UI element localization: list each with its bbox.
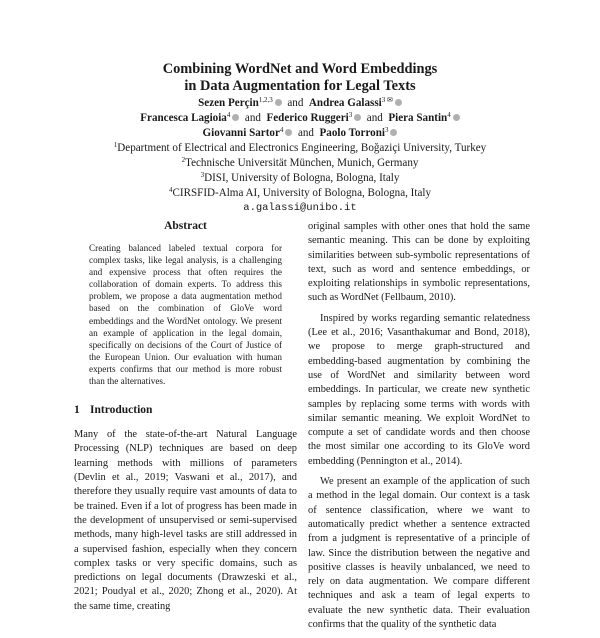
- section-number: 1: [74, 404, 80, 417]
- section-title: Introduction: [90, 404, 153, 417]
- author-sup: 4: [226, 111, 231, 119]
- paper-title: [0, 61, 600, 95]
- author-line-2: [0, 111, 600, 126]
- author-sup: 3: [348, 111, 353, 119]
- intro-paragraph-1: Many of the state-of-the-art Natural Language Processing (NLP) techniques are based on deep learning methods with millions of parameters (Devlin et al., 2019; Vaswani et al., 2017), and therefore they usually require vast amounts of data to be trained. Even if a lot of progress has been made in the development of unsupervised or semi-supervised methods, many high-level tasks are still addressed in a supervised fashion, especially when they concern complex tasks or very specific domains, such as predictions on legal documents (Drawzeski et al., 2021; Poudyal et al., 2020; Zhong et al., 2020). At the same time, creating: [74, 429, 297, 612]
- and-word: and: [287, 97, 304, 109]
- author-line-3: [0, 126, 600, 141]
- author-sup: 1,2,3: [258, 96, 273, 104]
- author-name: Francesca Lagioia: [140, 112, 227, 124]
- affiliation-3: $^3$DISI, University of Bologna, Bologna, Italy: [200, 171, 400, 184]
- and-word: and: [366, 112, 383, 124]
- author-line-1: [0, 96, 600, 111]
- affiliation-2: $^2$Technische Universität München, Munich, Germany: [181, 156, 419, 169]
- section-heading-introduction: [74, 404, 297, 416]
- right-paragraph-1: Inspired by works regarding semantic relatedness (Lee et al., 2016; Vasanthakumar and Bond, 2018), we propose to merge graph-structured and embedding-based augmentation by combining the use of WordNet and similarity between word embeddings. In particular, we create new synthetic samples by replacing some terms with words with similar semantic meaning. We exploit WordNet to compute a set of candidate words and then choose the most similar one according to its GloVe word embedding (Pennington et al., 2014).: [308, 312, 530, 467]
- abstract-text: Creating balanced labeled textual corpora for complex tasks, like legal analysis, is a challenging and expensive process that often requires the collaboration of domain experts. To address this problem, we propose a data augmentation method based on the combination of GloVe word embeddings and the WordNet ontology. We present an example of application in the legal domain, specifically on decisions of the Court of Justice of the European Union. Our evaluation with human experts confirms that our method is more robust than the alternatives.: [89, 243, 282, 387]
- contact-email[interactable]: a.galassi@unibo.it: [243, 202, 357, 214]
- orcid-icon[interactable]: [390, 129, 397, 136]
- orcid-icon[interactable]: [275, 99, 282, 106]
- right-paragraph-2: We present an example of the application of such a method in the legal domain. Our context is a task of sentence classification, where we want to automatically predict whether a sentence extracted from a judgment is representative of a principle of law. Since the distribution between the negative and positive classes is heavily unbalanced, we need to rely on data augmentation. We compare different techniques and ask a team of legal experts to evaluate the new synthetic data. Their evaluation confirms that the quality of the synthetic data: [308, 476, 530, 631]
- title-line-1: Combining WordNet and Word Embeddings: [162, 61, 438, 77]
- author-name: Giovanni Sartor: [202, 127, 280, 139]
- orcid-icon[interactable]: [285, 129, 292, 136]
- left-column: [74, 220, 297, 614]
- title-line-2: in Data Augmentation for Legal Texts: [184, 78, 416, 94]
- orcid-icon[interactable]: [354, 114, 361, 121]
- and-word: and: [297, 127, 314, 139]
- author-sup: 4: [447, 111, 451, 119]
- orcid-icon[interactable]: [395, 99, 402, 106]
- and-word: and: [244, 112, 261, 124]
- author-name: Sezen Perçin: [198, 97, 259, 109]
- right-paragraph-0: original samples with other ones that hold the same semantic meaning. This can be done by exploiting similarities between sub-symbolic representations of text, such as word and sentence embeddings, or exploiting relationships in symbolic representations, such as WordNet (Fellbaum, 2010).: [308, 221, 530, 304]
- orcid-icon[interactable]: [232, 114, 239, 121]
- author-sup: 4: [279, 126, 284, 134]
- author-name: Andrea Galassi: [308, 97, 382, 109]
- orcid-icon[interactable]: [453, 114, 460, 121]
- right-column: [308, 220, 530, 638]
- author-name: Paolo Torroni: [319, 127, 385, 139]
- author-name: Federico Ruggeri: [266, 112, 349, 124]
- abstract-heading: Abstract: [164, 220, 207, 232]
- affiliation-4: $^4$CIRSFID-Alma AI, University of Bologna, Bologna, Italy: [168, 186, 432, 199]
- author-name: Piera Santin: [388, 112, 448, 124]
- author-sup: 3: [384, 126, 389, 134]
- author-block: [0, 96, 600, 216]
- affiliation-1: $^1$Department of Electrical and Electronics Engineering, Boğaziçi University, Turkey: [113, 141, 487, 154]
- author-sup: 3 ✉: [381, 96, 393, 104]
